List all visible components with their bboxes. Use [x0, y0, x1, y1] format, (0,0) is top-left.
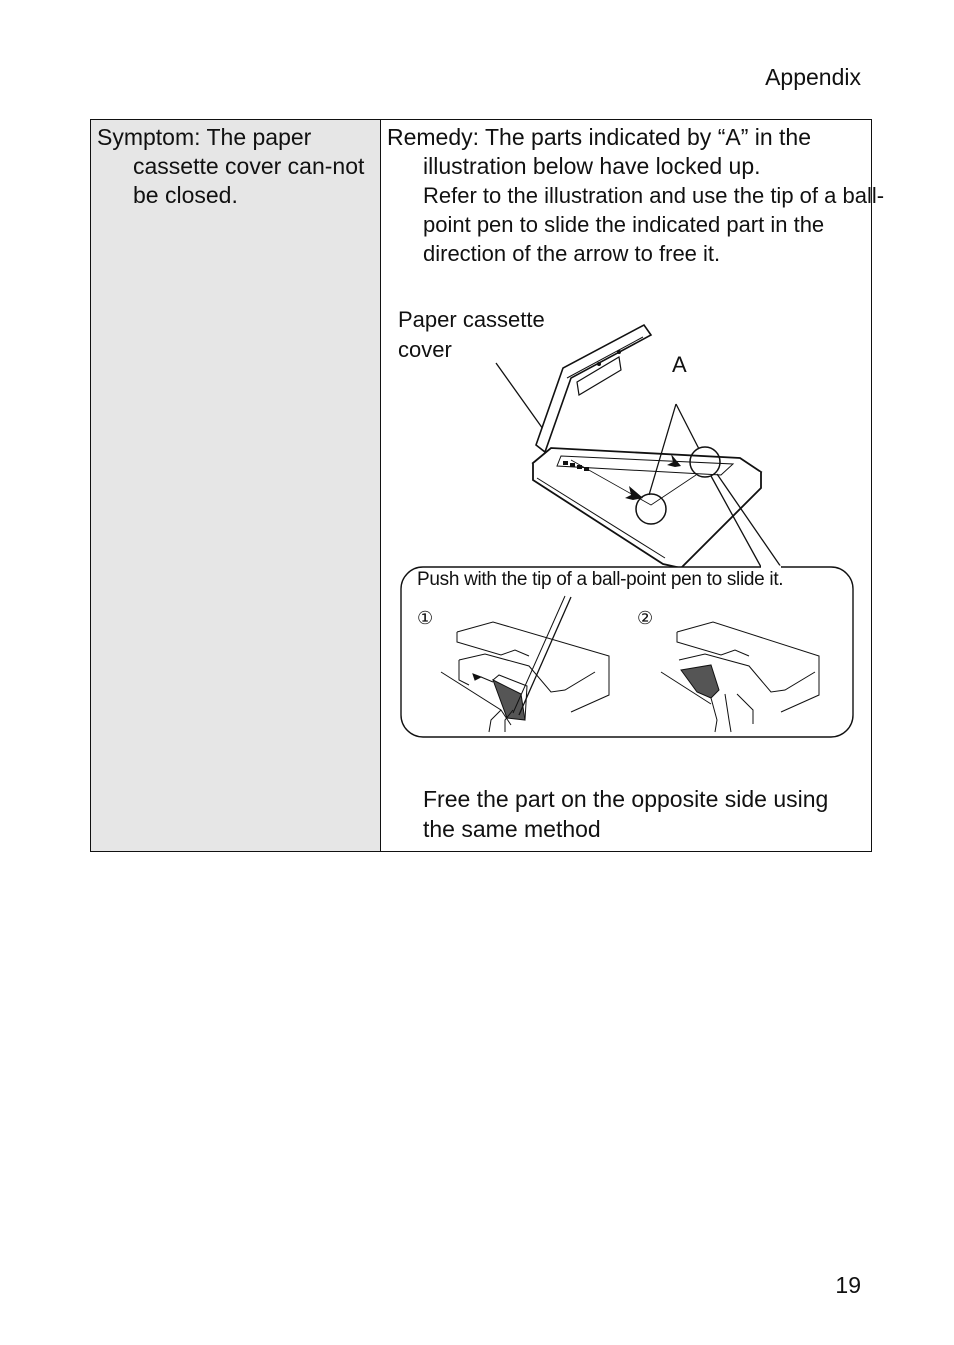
remedy-refer-note: Refer to the illustration and use the tip of a ball-point pen to slide the indicated part in the direction of the arrow to free it.: [423, 183, 885, 266]
page-number: 19: [835, 1272, 861, 1298]
footer-note: Free the part on the opposite side using the same method: [423, 786, 829, 842]
symptom-text: Symptom: The paper cassette cover can-not be closed.: [97, 124, 365, 208]
cover-label: Paper cassette cover: [398, 307, 545, 362]
section-header: Appendix: [765, 64, 861, 90]
scanner-illustration: [381, 120, 872, 853]
callout-caption: Push with the tip of a ball-point pen to slide it.: [417, 569, 784, 590]
part-a-label: A: [672, 352, 687, 377]
remedy-cell: [381, 120, 885, 851]
step-2-marker: ②: [637, 608, 654, 628]
cover-leader-line: [496, 363, 543, 429]
troubleshooting-table: [90, 119, 885, 852]
callout-box: [401, 567, 853, 737]
remedy-instruction: Remedy: The parts indicated by “A” in the illustration below have locked up.: [387, 124, 812, 179]
symptom-cell: [91, 120, 381, 851]
step-1-marker: ①: [417, 608, 434, 628]
